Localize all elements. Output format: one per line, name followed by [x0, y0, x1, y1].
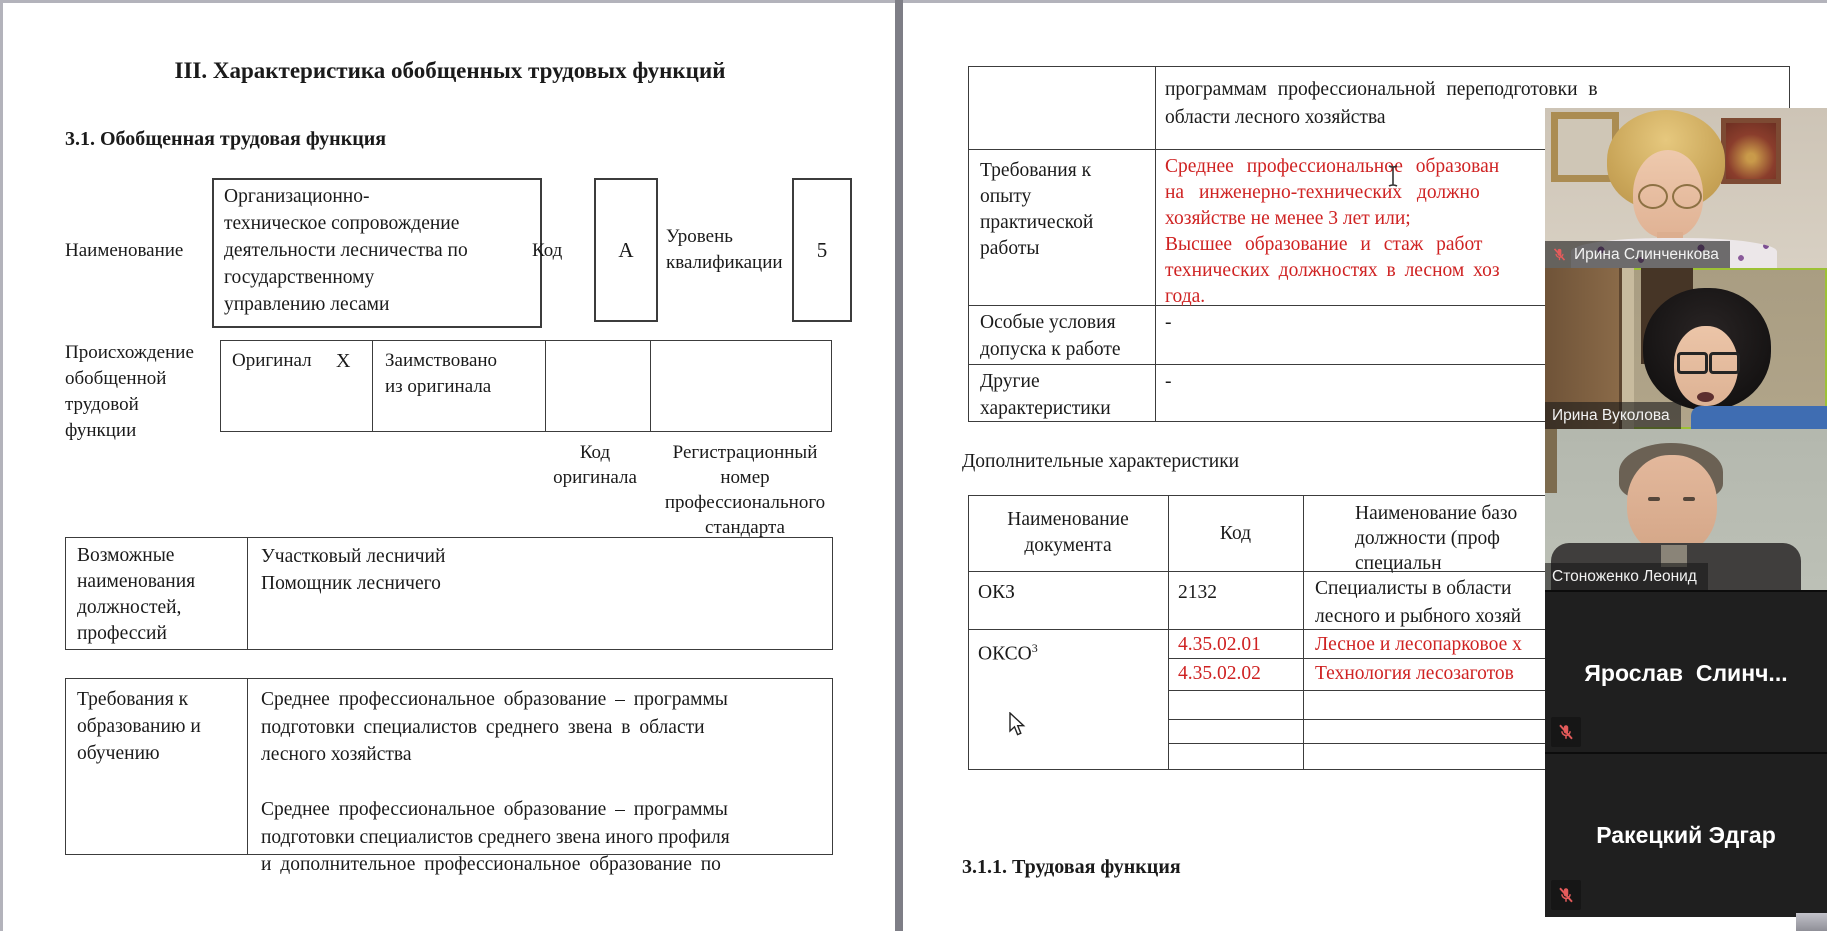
- page-title: III. Характеристика обобщенных трудовых функций: [174, 58, 726, 83]
- code-value-box: А: [594, 178, 658, 322]
- participant-name: Ирина Вуколова: [1552, 406, 1670, 424]
- origin-original-label: Оригинал: [232, 350, 312, 371]
- other-characteristics-label: Другие характеристики: [980, 371, 1111, 419]
- video-tile-raketskiy-edgar[interactable]: [1545, 752, 1827, 917]
- text-cursor-icon: [1386, 164, 1400, 193]
- picture-frame: [1721, 118, 1781, 184]
- name-label: Наименование: [65, 240, 184, 261]
- job-titles-table: [65, 537, 833, 650]
- glasses: [1709, 352, 1740, 374]
- background-frame-edge: [1545, 429, 1557, 493]
- documents-header-col2: Код: [1219, 523, 1252, 544]
- person-eye: [1683, 497, 1695, 501]
- special-conditions-value: -: [1165, 312, 1172, 333]
- okz-code: 2132: [1178, 582, 1217, 603]
- education-paragraph-1: Среднее профессиональное образование – программы подготовки специалистов среднего звена в области лесного хозяйства: [261, 689, 728, 765]
- section-3-1-1-heading: 3.1.1. Трудовая функция: [962, 856, 1181, 878]
- experience-label: Требования к опыту практической работы: [980, 160, 1094, 259]
- origin-original-mark: X: [336, 350, 351, 372]
- okz-name: Специалисты в области лесного и рыбного хозяй: [1315, 578, 1522, 627]
- education-label: Требования к образованию и обучению: [77, 689, 201, 764]
- additional-characteristics-heading: Дополнительные характеристики: [962, 451, 1240, 472]
- education-table: [65, 678, 833, 875]
- participant-name: Ярослав Слинч...: [1584, 659, 1788, 686]
- glasses: [1677, 352, 1708, 374]
- video-tile-irina-vukolova[interactable]: [1545, 268, 1827, 429]
- documents-header-col3: Наименование базо должности (проф специальн: [1355, 503, 1518, 574]
- page-gap-divider: [895, 0, 903, 931]
- okso-doc: ОКСО$^3$: [978, 641, 1038, 665]
- scrollbar-corner[interactable]: [1796, 913, 1827, 931]
- origin-label: Происхождение обобщенной трудовой функции: [65, 342, 194, 441]
- participant-label: [1545, 402, 1681, 429]
- mic-muted-icon: [1551, 717, 1581, 747]
- level-label: Уровень квалификации: [666, 226, 783, 273]
- person-mouth: [1697, 392, 1714, 402]
- okso-code-1: 4.35.02.01: [1178, 634, 1261, 655]
- mic-muted-icon: [1551, 880, 1581, 910]
- section-3-1-heading: 3.1. Обобщенная трудовая функция: [65, 128, 387, 150]
- origin-table: [220, 340, 832, 432]
- okso-name-1: Лесное и лесопарковое х: [1315, 634, 1522, 655]
- name-value-box: Организационно- техническое сопровождение деятельности лесничества по государственному управлению лесами: [212, 178, 542, 328]
- arrow-cursor-icon: [1008, 712, 1030, 743]
- participant-name: Ракецкий Эдгар: [1596, 822, 1776, 848]
- window-top-edge: [0, 0, 1827, 3]
- glasses: [1672, 184, 1702, 209]
- mic-muted-icon: [1552, 247, 1567, 262]
- job-titles-label: Возможные наименования должностей, профессий: [77, 545, 196, 644]
- okso-code-2: 4.35.02.02: [1178, 663, 1261, 684]
- education-paragraph-2: Среднее профессиональное образование – программы подготовки специалистов среднего звена иного профиля и дополнительное профессиональное образование по: [261, 799, 730, 875]
- person-face: [1627, 455, 1717, 555]
- code-label: Код: [532, 240, 563, 261]
- participant-name: Стоноженко Леонид: [1552, 567, 1697, 585]
- okso-name-2: Технология лесозаготов: [1315, 663, 1514, 684]
- person-shirt: [1691, 406, 1827, 429]
- job-titles-values: Участковый лесничий Помощник лесничего: [261, 546, 446, 594]
- level-value-box: 5: [792, 178, 852, 322]
- code-original-caption: Код оригинала: [553, 442, 637, 488]
- origin-borrowed-label: Заимствовано из оригинала: [385, 350, 498, 397]
- video-tile-irina-slinchenkova[interactable]: [1545, 108, 1827, 268]
- carryover-text: программам профессиональной переподготовки в области лесного хозяйства: [1165, 79, 1598, 128]
- video-tile-yaroslav-slinch[interactable]: [1545, 590, 1827, 754]
- glasses: [1638, 184, 1668, 209]
- documents-header-col1: Наименование документа: [1007, 509, 1129, 556]
- experience-value: Среднее профессиональное образован на инженерно-технических должно хозяйстве не менее 3 лет или; Высшее образование и стаж работ технических должностях в лесном хоз года.: [1165, 156, 1500, 307]
- other-characteristics-value: -: [1165, 371, 1172, 392]
- person-eye: [1648, 497, 1660, 501]
- participant-name: Ирина Слинченкова: [1574, 245, 1719, 263]
- registration-number-caption: Регистрационный номер профессионального стандарта: [664, 442, 826, 538]
- participants-video-panel: [1545, 108, 1827, 915]
- window-left-edge: [0, 0, 3, 931]
- participant-label: [1545, 563, 1708, 590]
- okz-doc: ОКЗ: [978, 582, 1015, 603]
- special-conditions-label: Особые условия допуска к работе: [980, 312, 1121, 360]
- participant-label: [1545, 241, 1730, 268]
- video-tile-stonozhenko-leonid[interactable]: [1545, 429, 1827, 590]
